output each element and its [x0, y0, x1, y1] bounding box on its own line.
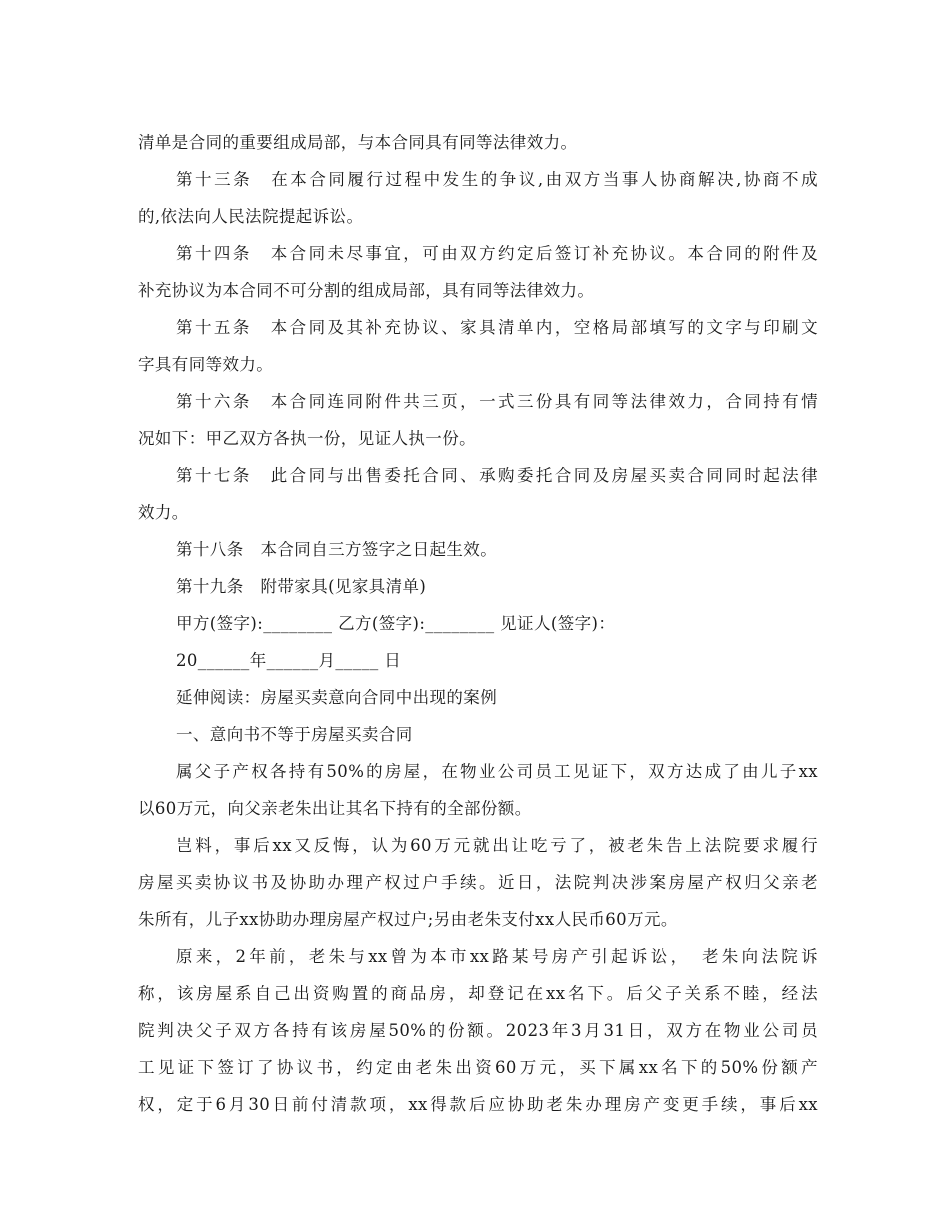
case-paragraph-2-line-2: 房屋买卖协议书及协助办理产权过户手续。近日，法院判决涉案房屋产权归父亲老 — [138, 873, 818, 892]
article-19-line: 第十九条 附带家具(见家具清单) — [176, 577, 427, 596]
case-paragraph-3-line-2: 称，该房屋系自己出资购置的商品房，却登记在xx名下。后父子关系不睦，经法 — [138, 984, 818, 1003]
article-15-line-2: 字具有同等效力。 — [138, 355, 274, 374]
case-paragraph-3-line-4: 工见证下签订了协议书，约定由老朱出资60万元，买下属xx名下的50%份额产 — [138, 1058, 818, 1077]
section-heading: 一、意向书不等于房屋买卖合同 — [176, 725, 413, 744]
article-17-line-1: 第十七条 此合同与出售委托合同、承购委托合同及房屋买卖合同同时起法律 — [176, 466, 818, 485]
article-16-line-2: 况如下：甲乙双方各执一份，见证人执一份。 — [138, 429, 476, 448]
article-17-line-2: 效力。 — [138, 503, 189, 522]
case-paragraph-3-line-3: 院判决父子双方各持有该房屋50%的份额。2023年3月31日，双方在物业公司员 — [138, 1021, 818, 1040]
article-13-line-2: 的,依法向人民法院提起诉讼。 — [138, 207, 364, 226]
case-paragraph-1-line-1: 属父子产权各持有50%的房屋，在物业公司员工见证下，双方达成了由儿子xx — [176, 762, 818, 781]
article-14-line-1: 第十四条 本合同未尽事宜，可由双方约定后签订补充协议。本合同的附件及 — [176, 244, 818, 263]
case-paragraph-2-line-3: 朱所有，儿子xx协助办理房屋产权过户;另由老朱支付xx人民币60万元。 — [138, 910, 678, 929]
article-18-line: 第十八条 本合同自三方签字之日起生效。 — [176, 540, 498, 559]
article-16-line-1: 第十六条 本合同连同附件共三页，一式三份具有同等法律效力，合同持有情 — [176, 392, 818, 411]
article-15-line-1: 第十五条 本合同及其补充协议、家具清单内，空格局部填写的文字与印刷文 — [176, 318, 818, 337]
case-paragraph-2-line-1: 岂料，事后xx又反悔，认为60万元就出让吃亏了，被老朱告上法院要求履行 — [176, 836, 818, 855]
case-paragraph-3-line-5: 权，定于6月30日前付清款项，xx得款后应协助老朱办理房产变更手续，事后xx — [138, 1095, 818, 1114]
extended-reading-heading: 延伸阅读：房屋买卖意向合同中出现的案例 — [176, 688, 498, 707]
article-14-line-2: 补充协议为本合同不可分割的组成局部，具有同等法律效力。 — [138, 281, 595, 300]
date-line: 20______年______月_____ 日 — [176, 651, 402, 670]
text-line: 清单是合同的重要组成局部，与本合同具有同等法律效力。 — [138, 133, 578, 152]
article-13-line-1: 第十三条 在本合同履行过程中发生的争议,由双方当事人协商解决,协商不成 — [176, 170, 818, 189]
signature-line: 甲方(签字):________ 乙方(签字):________ 见证人(签字)： — [176, 614, 616, 633]
case-paragraph-3-line-1: 原来，2年前，老朱与xx曾为本市xx路某号房产引起诉讼， 老朱向法院诉 — [176, 947, 818, 966]
case-paragraph-1-line-2: 以60万元，向父亲老朱出让其名下持有的全部份额。 — [138, 799, 532, 818]
